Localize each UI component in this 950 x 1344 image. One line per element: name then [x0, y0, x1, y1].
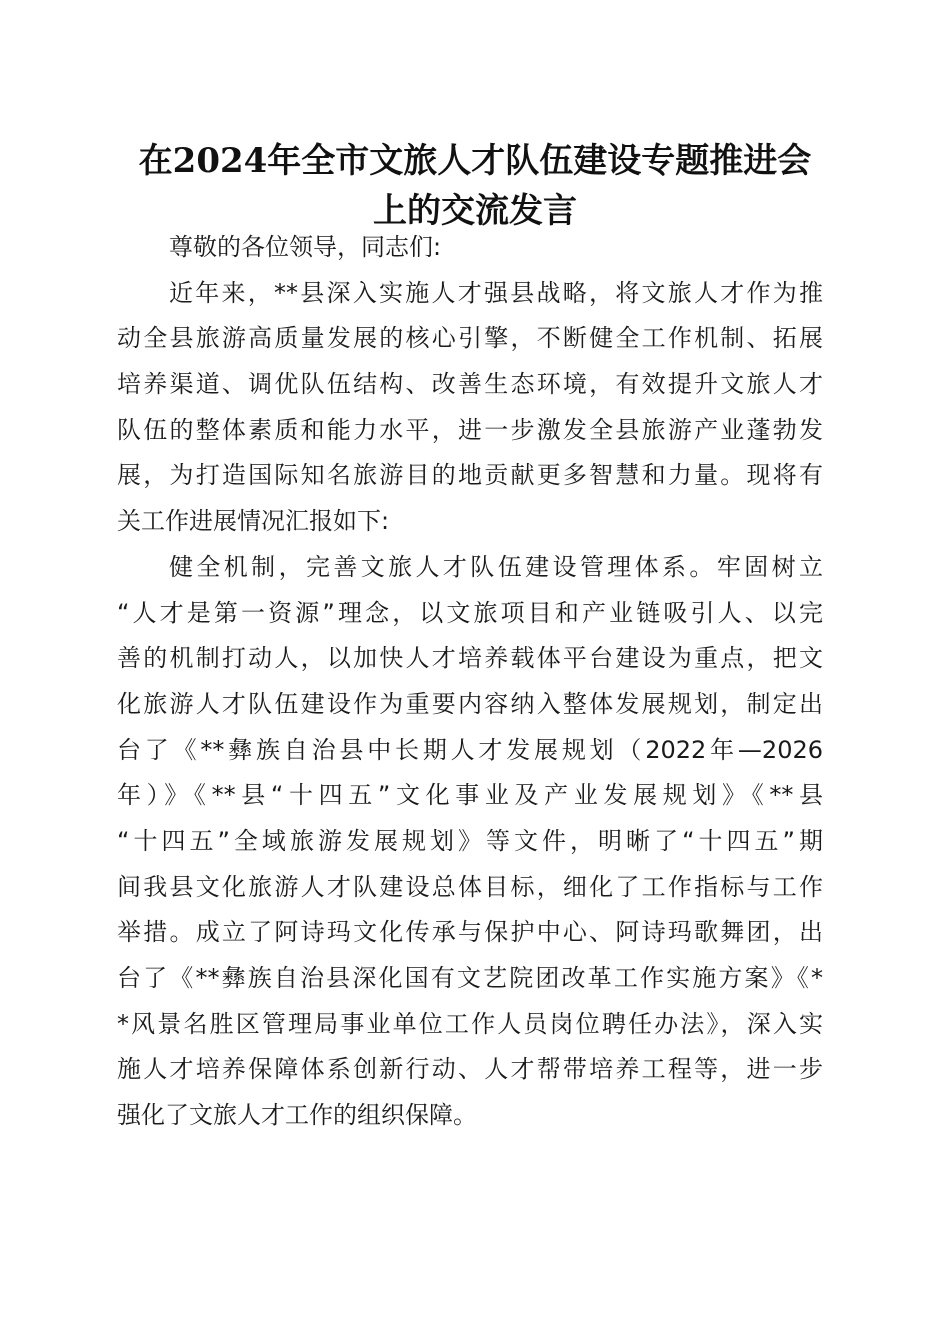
paragraph-line: 年）》《**县“十四五”文化事业及产业发展规划》《**县 [117, 781, 823, 810]
salutation: 尊敬的各位领导，同志们: [169, 233, 442, 261]
paragraph-line: 动全县旅游高质量发展的核心引擎，不断健全工作机制、拓展 [117, 324, 823, 353]
paragraph-mechanism [117, 545, 823, 1139]
paragraph-intro [117, 271, 823, 545]
document-body [117, 225, 823, 1139]
paragraph-line: 善的机制打动人，以加快人才培养载体平台建设为重点，把文 [117, 644, 823, 673]
paragraph-line: 队伍的整体素质和能力水平，进一步激发全县旅游产业蓬勃发 [117, 415, 823, 444]
document-title [120, 136, 830, 236]
title-line-2: 上的交流发言 [373, 191, 577, 231]
paragraph-line: 台了《**彝族自治县中长期人才发展规划（2022年—2026 [117, 735, 823, 764]
paragraph-line: 强化了文旅人才工作的组织保障。 [117, 1101, 477, 1130]
title-line-1: 在2024年全市文旅人才队伍建设专题推进会 [138, 141, 812, 181]
paragraph-line: 关工作进展情况汇报如下: [117, 507, 390, 536]
paragraph-line: 健全机制，完善文旅人才队伍建设管理体系。牢固树立 [169, 552, 823, 581]
paragraph-line: 近年来，**县深入实施人才强县战略，将文旅人才作为推 [169, 278, 823, 307]
paragraph-line: 培养渠道、调优队伍结构、改善生态环境，有效提升文旅人才 [117, 370, 823, 399]
paragraph-line: “十四五”全域旅游发展规划》等文件，明晰了“十四五”期 [117, 826, 823, 855]
paragraph-line: 间我县文化旅游人才队建设总体目标，细化了工作指标与工作 [117, 872, 823, 901]
paragraph-line: 施人才培养保障体系创新行动、人才帮带培养工程等，进一步 [117, 1055, 823, 1084]
paragraph-line: *风景名胜区管理局事业单位工作人员岗位聘任办法》，深入实 [117, 1009, 823, 1038]
paragraph-line: “人才是第一资源”理念，以文旅项目和产业链吸引人、以完 [117, 598, 823, 627]
paragraph-line: 化旅游人才队伍建设作为重要内容纳入整体发展规划，制定出 [117, 689, 823, 718]
paragraph-line: 举措。成立了阿诗玛文化传承与保护中心、阿诗玛歌舞团，出 [117, 918, 823, 947]
paragraph-line: 台了《**彝族自治县深化国有文艺院团改革工作实施方案》《* [117, 964, 823, 992]
paragraph-line: 展，为打造国际知名旅游目的地贡献更多智慧和力量。现将有 [117, 461, 823, 490]
